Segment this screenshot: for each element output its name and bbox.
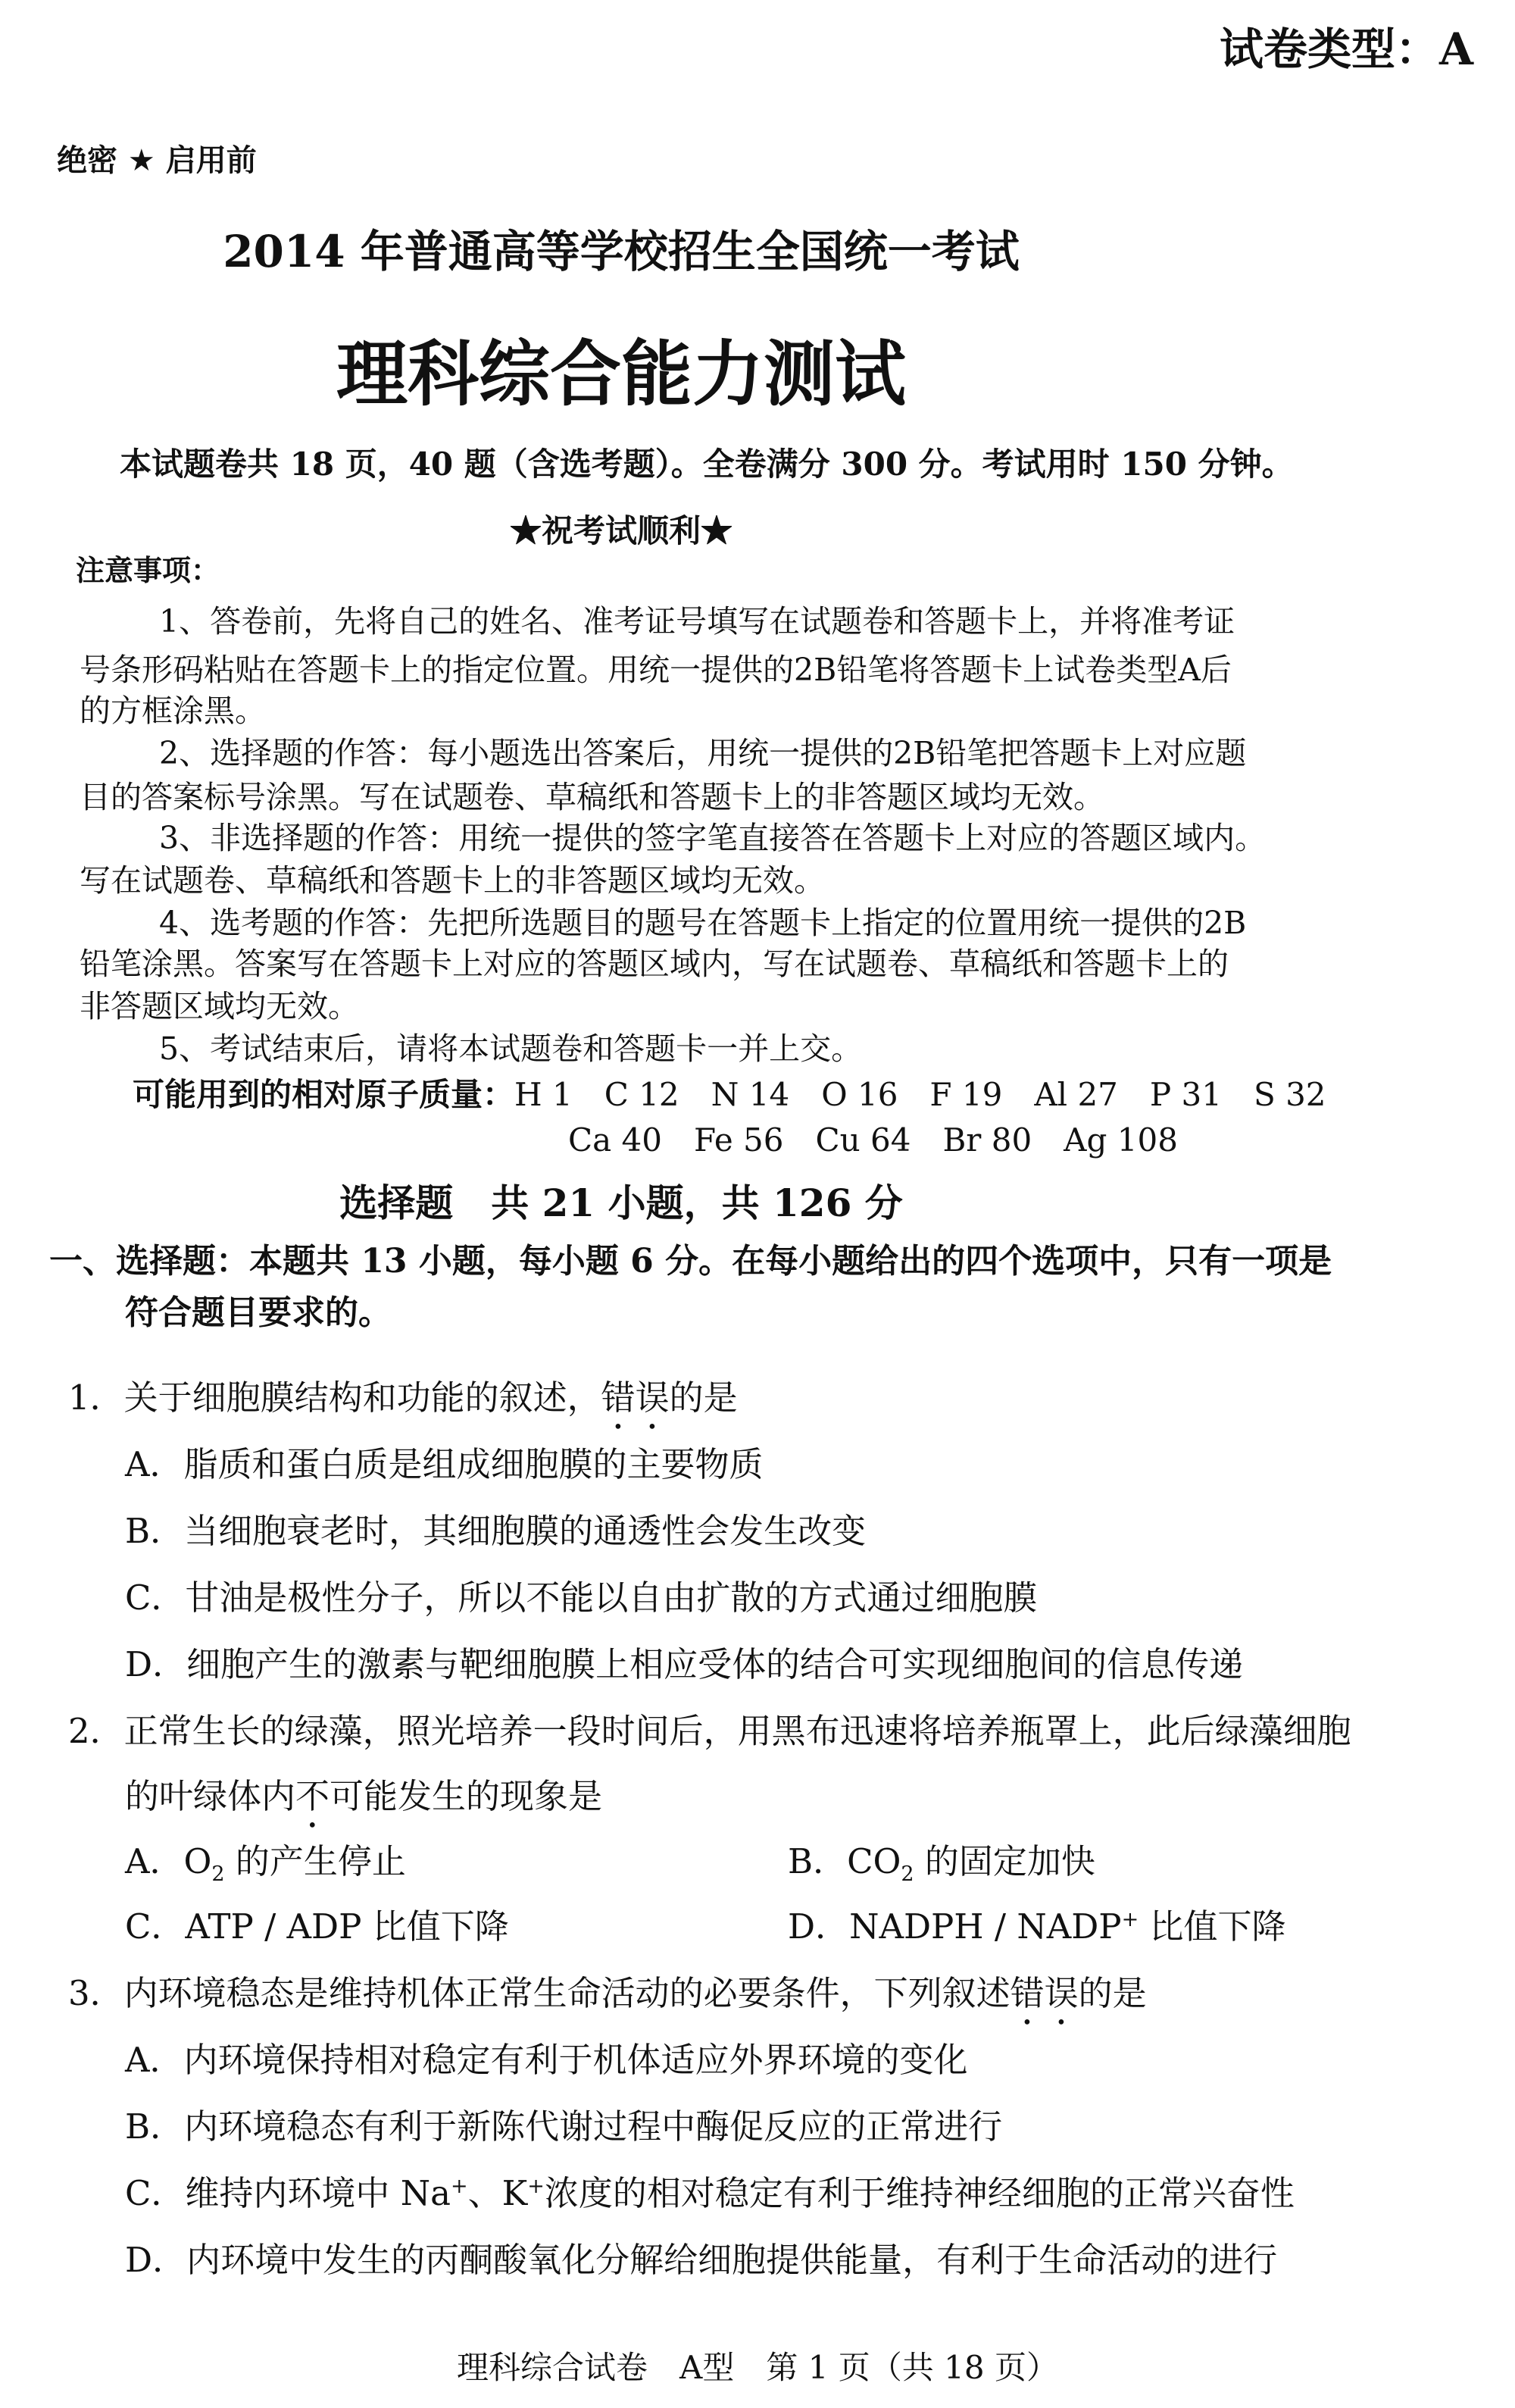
notice-item-2-line-1: 2、选择题的作答：每小题选出答案后，用统一提供的2B铅笔把答题卡上对应题 (159, 735, 1247, 771)
notice-item-4-line-1: 4、选考题的作答：先把所选题目的题号在答题卡上指定的位置用统一提供的2B (159, 905, 1247, 941)
q1-option-b: B．当细胞衰老时，其细胞膜的通透性会发生改变 (125, 1511, 867, 1551)
q2-option-a-sub: 2 (211, 1862, 225, 1886)
q2-option-b-pre: B．CO (788, 1841, 901, 1881)
subject-title: 理科综合能力测试 (336, 333, 906, 416)
q2-option-c: C．ATP / ADP 比值下降 (125, 1906, 509, 1947)
notice-item-1-line-2: 号条形码粘贴在答题卡上的指定位置。用统一提供的2B铅笔将答题卡上试卷类型A后 (80, 652, 1232, 688)
q3-stem-text-c: 的是 (1078, 1973, 1147, 2013)
notice-item-1-line-1: 1、答卷前，先将自己的姓名、准考证号填写在试题卷和答题卡上，并将准考证 (159, 603, 1235, 640)
q2-option-a-post: 的产生停止 (224, 1841, 406, 1881)
q3-option-b: B．内环境稳态有利于新陈代谢过程中酶促反应的正常进行 (125, 2106, 1003, 2147)
q3-option-c (125, 2166, 1295, 2215)
atomic-mass-line-2: Ca 40 Fe 56 Cu 64 Br 80 Ag 108 (568, 1121, 1178, 1159)
q3-stem-text-a: 3．内环境稳态是维持机体正常生命活动的必要条件，下列叙述 (68, 1973, 1011, 2013)
q2-option-a-pre: A．O (125, 1841, 212, 1881)
confidential-label: 绝密 ★ 启用前 (57, 143, 257, 178)
q2-option-b-post: 的固定加快 (914, 1841, 1095, 1881)
q2-stem-line-2 (125, 1768, 602, 1836)
part1-heading-line-1: 一、选择题：本题共 13 小题，每小题 6 分。在每小题给出的四个选项中，只有一项是 (49, 1242, 1332, 1281)
q1-stem-text-c: 的是 (669, 1378, 738, 1418)
notice-item-2-line-2: 目的答案标号涂黑。写在试题卷、草稿纸和答题卡上的非答题区域均无效。 (80, 779, 1104, 815)
notice-item-1-line-3: 的方框涂黑。 (80, 693, 266, 729)
atomic-mass-label: 可能用到的相对原子质量： (133, 1076, 515, 1113)
q1-option-c: C．甘油是极性分子，所以不能以自由扩散的方式通过细胞膜 (125, 1578, 1038, 1618)
q3-stem (68, 1965, 1147, 2033)
exam-info: 本试题卷共 18 页，40 题（含选考题）。全卷满分 300 分。考试用时 150 分钟。 (120, 446, 1294, 483)
exam-title: 2014 年普通高等学校招生全国统一考试 (223, 226, 1020, 277)
part1-heading-line-2: 符合题目要求的。 (125, 1293, 392, 1332)
q3-option-c-pre: C．维持内环境中 Na (125, 2173, 451, 2213)
notice-heading: 注意事项： (76, 554, 220, 587)
section-title: 选择题 共 21 小题，共 126 分 (339, 1181, 903, 1225)
q1-option-a: A．脂质和蛋白质是组成细胞膜的主要物质 (125, 1444, 764, 1484)
q1-option-d: D．细胞产生的激素与靶细胞膜上相应受体的结合可实现细胞间的信息传递 (125, 1644, 1244, 1684)
q2-option-b-sub: 2 (901, 1862, 914, 1886)
notice-item-3-line-2: 写在试题卷、草稿纸和答题卡上的非答题区域均无效。 (80, 862, 825, 899)
q3-option-d: D．内环境中发生的丙酮酸氧化分解给细胞提供能量，有利于生命活动的进行 (125, 2240, 1278, 2280)
q1-emphasis: 错误 (601, 1378, 670, 1418)
atomic-mass-block (133, 1070, 1326, 1115)
q1-stem-text-a: 1．关于细胞膜结构和功能的叙述， (68, 1378, 601, 1418)
q2-option-d-sup: + (1121, 1908, 1139, 1931)
page-footer: 理科综合试卷 A型 第 1 页（共 18 页） (457, 2349, 1058, 2386)
q3-emphasis: 错误 (1010, 1973, 1079, 2013)
q2-option-d-pre: D．NADPH / NADP (788, 1906, 1122, 1947)
paper-type: 试卷类型：A (1219, 23, 1473, 75)
q3-option-a: A．内环境保持相对稳定有利于机体适应外界环境的变化 (125, 2040, 968, 2080)
q3-option-c-sup-2: + (527, 2175, 545, 2198)
q2-option-d (788, 1899, 1286, 1948)
notice-item-4-line-2: 铅笔涂黑。答案写在答题卡上对应的答题区域内，写在试题卷、草稿纸和答题卡上的 (80, 946, 1229, 982)
q3-option-c-mid: 、K (467, 2173, 528, 2213)
q3-option-c-sup-1: + (450, 2175, 468, 2198)
q2-option-a (125, 1834, 406, 1886)
atomic-mass-line-1: H 1 C 12 N 14 O 16 F 19 Al 27 P 31 S 32 (514, 1076, 1326, 1113)
q2-emphasis: 不 (295, 1776, 330, 1816)
q2-option-b (788, 1834, 1095, 1886)
notice-item-3-line-1: 3、非选择题的作答：用统一提供的签字笔直接答在答题卡上对应的答题区域内。 (159, 820, 1267, 856)
q2-stem-line-1: 2．正常生长的绿藻，照光培养一段时间后，用黑布迅速将培养瓶罩上，此后绿藻细胞 (68, 1711, 1351, 1751)
q2-option-d-post: 比值下降 (1139, 1906, 1286, 1947)
notice-item-5: 5、考试结束后，请将本试题卷和答题卡一并上交。 (159, 1030, 863, 1067)
notice-item-4-line-3: 非答题区域均无效。 (80, 988, 359, 1024)
q3-option-c-post: 浓度的相对稳定有利于维持神经细胞的正常兴奋性 (544, 2173, 1295, 2213)
q2-stem-text-c: 可能发生的现象是 (330, 1776, 603, 1816)
q2-stem-text-a: 的叶绿体内 (125, 1776, 296, 1816)
blessing: ★祝考试顺利★ (509, 512, 733, 549)
q1-stem (68, 1370, 738, 1437)
